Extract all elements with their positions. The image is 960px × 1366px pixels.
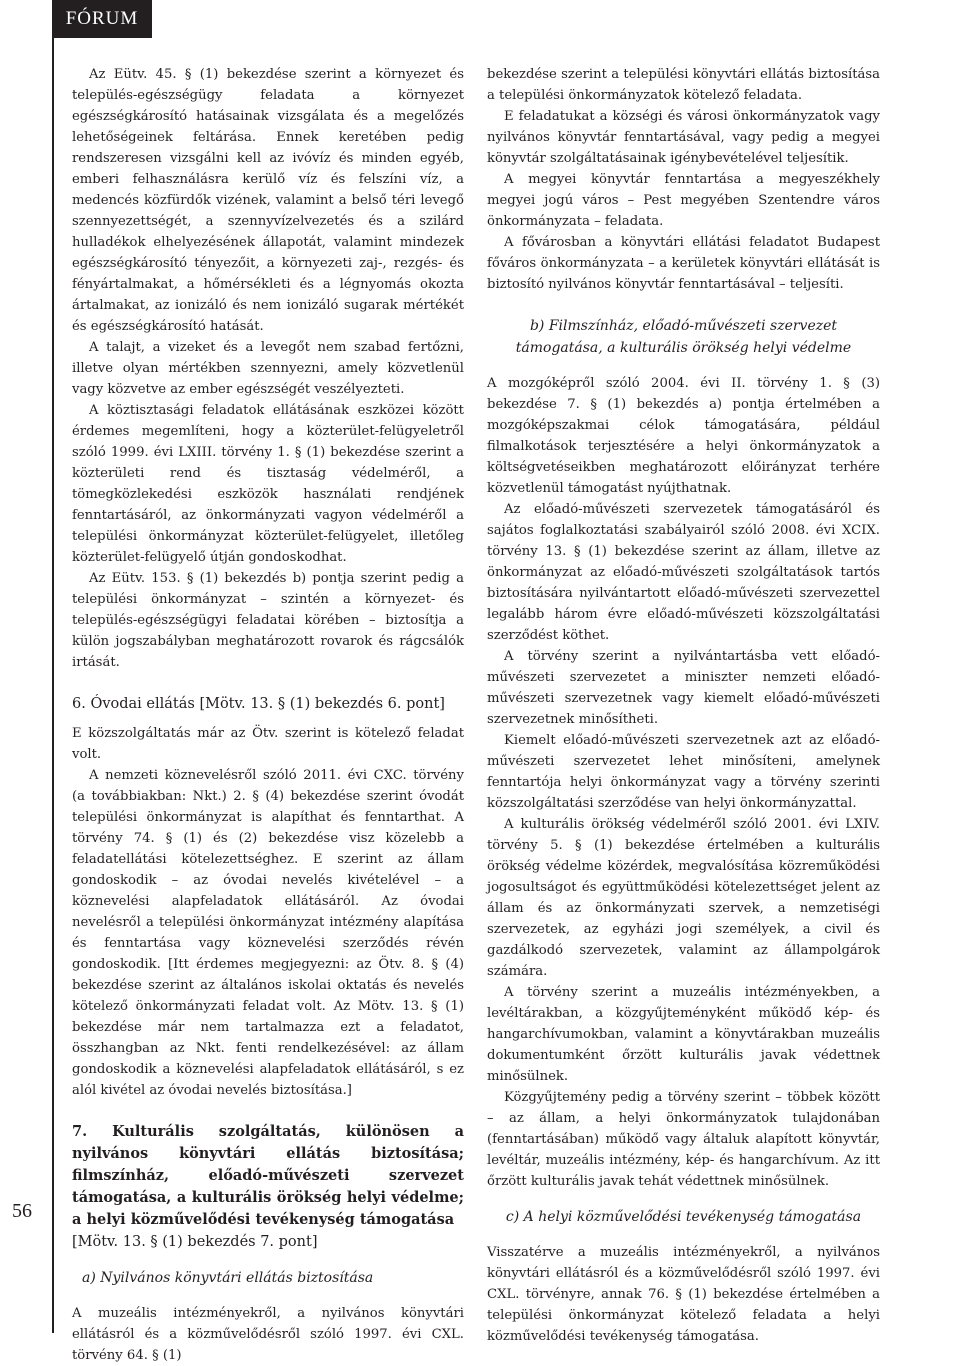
section-heading-6: 6. Óvodai ellátás [Mötv. 13. § (1) bekezdés 6. pont] [72, 696, 445, 712]
subheading-b [487, 315, 880, 359]
paragraph: Az Eütv. 45. § (1) bekezdése szerint a környezet és település-egészségügy feladata a környezet egészségkárosító hatásainak vizsgálata és a megelőzés lehetőségeinek feltárása. Ennek keretében pedig rendszeresen vizsgálni kell az ivóvíz és minden egyéb, emberi felhasználásra kerülő víz és felszíni víz, a medencés közfürdők vizének, valamint a belső téri levegő szennyezettségét, a szennyvízelvezetés és a szilárd hulladékok elhelyezésének állapotát, valamint mindezek egészségkárosító tényezőit, a környezeti zaj-, rezgés- és fényártalmakat, a hőmérsékleti és a légnyomás okozta ártalmakat, az ionizáló és nem ionizáló sugarak mértékét és egészségkárosító hatását. [72, 67, 464, 334]
section-heading-7 [72, 1121, 464, 1253]
paragraph: A muzeális intézményekről, a nyilvános könyvtári ellátásról és a közművelődésről szóló 1997. évi CXL. törvény 64. § (1) [72, 1306, 464, 1363]
paragraph: Az előadó-művészeti szervezetek támogatásáról és sajátos foglalkoztatási szabályairól szóló 2008. évi XCIX. törvény 13. § (1) bekezdése szerint az állam, illetve az önkormányzat az előadó-művészeti szolgáltatások tartós biztosítására nyilvántartott előadó-művészeti szervezettel legalább három évre előadó-művészeti közszolgáltatási szerződést köthet. [487, 502, 880, 643]
paragraph: A mozgóképről szóló 2004. évi II. törvény 1. § (3) bekezdése 7. § (1) bekezdés a) pontja értelmében a mozgóképszakmai célok támogatására, például filmalkotások terjesztésére a helyi önkormányzatok a költségvetéseikben meghatározott előirányzat terhére közvetlenül támogatást nyújthatnak. [487, 376, 880, 496]
paragraph: Kiemelt előadó-művészeti szervezetnek azt az előadó-művészeti szervezetet lehet minősíteni, amelynek fenntartója helyi önkormányzat vagy a törvény szerinti közszolgáltatási szerződése van helyi önkormányzattal. [487, 733, 880, 811]
paragraph: E közszolgáltatás már az Ötv. szerint is kötelező feladat volt. [72, 726, 464, 762]
right-column [487, 64, 880, 1347]
paragraph: A törvény szerint a muzeális intézményekben, a levéltárakban, a közgyűjteményként működő kép- és hangarchívumokban, valamint a könyvtárakban muzeális dokumentumként őrzött kulturális javak védettnek minősülnek. [487, 985, 880, 1084]
subheading-b-line1: b) Filmszínház, előadó-művészeti szervezet [529, 318, 838, 334]
section-heading-7-ref: [Mötv. 13. § (1) bekezdés 7. pont] [72, 1234, 318, 1250]
paragraph: E feladatukat a községi és városi önkormányzatok vagy nyilvános könyvtár fenntartásával, vagy pedig a megyei könyvtár szolgáltatásainak igénybevételével teljesítik. [487, 109, 880, 166]
left-column [72, 64, 464, 1366]
paragraph: A törvény szerint a nyilvántartásba vett előadó-művészeti szervezetet a miniszter nemzeti előadó-művészeti szervezetnek vagy kiemelt előadó-művészeti szervezetnek minősítheti. [487, 649, 880, 727]
page-number: 56 [12, 1200, 32, 1222]
paragraph: bekezdése szerint a települési könyvtári ellátás biztosítása a települési önkormányzatok kötelező feladata. [487, 67, 880, 103]
subheading-b-line2: támogatása, a kulturális örökség helyi védelme [515, 340, 852, 356]
paragraph: Visszatérve a muzeális intézményekről, a nyilvános könyvtári ellátásról és a közművelődésről szóló 1997. évi CXL. törvényre, annak 76. § (1) bekezdése értelmében a települési önkormányzat kötelező feladata a helyi közművelődési tevékenység támogatása. [487, 1245, 880, 1344]
paragraph: Közgyűjtemény pedig a törvény szerint – többek között – az állam, a helyi önkormányzatok tulajdonában (fenntartásában) működő vagy általuk alapított könyvtár, levéltár, muzeális intézmény, kép- és hangarchívum. Az itt őrzött kulturális javak tehát védettnek minősülnek. [487, 1090, 880, 1189]
section-label [52, 0, 152, 38]
paragraph: A megyei könyvtár fenntartása a megyeszékhely megyei jogú város – Pest megyében Szentendre város önkormányzata – feladata. [487, 172, 880, 229]
paragraph: A kulturális örökség védelméről szóló 2001. évi LXIV. törvény 5. § (1) bekezdése értelmében a kulturális örökség védelme közérdek, megvalósítása közreműködési jogosultságot és együttműködési kötelezettséget jelent az állam és az önkormányzati szervek, a nemzetiségi szervezetek, az egyházi jogi személyek, a civil és gazdálkodó szervezetek, valamint az állampolgárok számára. [487, 817, 880, 979]
paragraph: A talajt, a vizeket és a levegőt nem szabad fertőzni, illetve olyan mértékben szennyezni, amely közvetlenül vagy közvetve az ember egészségét veszélyezteti. [72, 340, 464, 397]
paragraph: A fővárosban a könyvtári ellátási feladatot Budapest főváros önkormányzata – a kerületek könyvtári ellátását is biztosító nyilvános könyvtár fenntartásával – teljesíti. [487, 235, 880, 292]
subheading-a: a) Nyilvános könyvtári ellátás biztosítása [82, 1270, 374, 1286]
section-label-text: FÓRUM [65, 8, 139, 29]
side-rule [52, 38, 54, 1333]
subheading-c: c) A helyi közművelődési tevékenység támogatása [505, 1209, 862, 1225]
paragraph: Az Eütv. 153. § (1) bekezdés b) pontja szerint pedig a települési önkormányzat – szintén a környezet- és település-egészségügyi feladatai körében – biztosítja a külön jogszabályban meghatározott rovarok és rágcsálók irtását. [72, 571, 464, 670]
section-heading-7-title: 7. Kulturális szolgáltatás, különösen a nyilvános könyvtári ellátás biztosítása; filmszínház, előadó-művészeti szervezet támogatása, a kulturális örökség helyi védelme; a helyi közművelődési tevékenység támogatása [72, 1123, 464, 1228]
paragraph: A nemzeti köznevelésről szóló 2011. évi CXC. törvény (a továbbiakban: Nkt.) 2. § (4) bekezdése szerint óvodát települési önkormányzat is alapíthat és fenntarthat. A törvény 74. § (1) és (2) bekezdése visz közelebb a feladatellátási kötelezettséghez. E szerint az állam gondoskodik – az óvodai nevelés kivételével – a köznevelési alapfeladatok ellátásáról. Az óvodai nevelésről a települési önkormányzat intézmény alapítása és fenntartása vagy köznevelési szerződés révén gondoskodik. [Itt érdemes megjegyezni: az Ötv. 8. § (4) bekezdése szerint az általános iskolai oktatás és nevelés kötelező önkormányzati feladat volt. Az Mötv. 13. § (1) bekezdése már nem tartalmazza ezt a feladatot, összhangban az Nkt. fenti rendelkezésével: az állam gondoskodik a köznevelési alapfeladatok ellátásáról, s ez alól kivétel az óvodai nevelés biztosítása.] [72, 768, 464, 1098]
paragraph: A köztisztasági feladatok ellátásának eszközei között érdemes megemlíteni, hogy a közterület-felügyeletről szóló 1999. évi LXIII. törvény 1. § (1) bekezdése szerint a közterületi rend és tisztaság védelméről, a tömegközlekedési eszközök használati rendjének fenntartásáról, az önkormányzati vagyon védelméről a települési önkormányzat közterület-felügyelet, illetőleg közterület-felügyelő útján gondoskodhat. [72, 403, 464, 565]
